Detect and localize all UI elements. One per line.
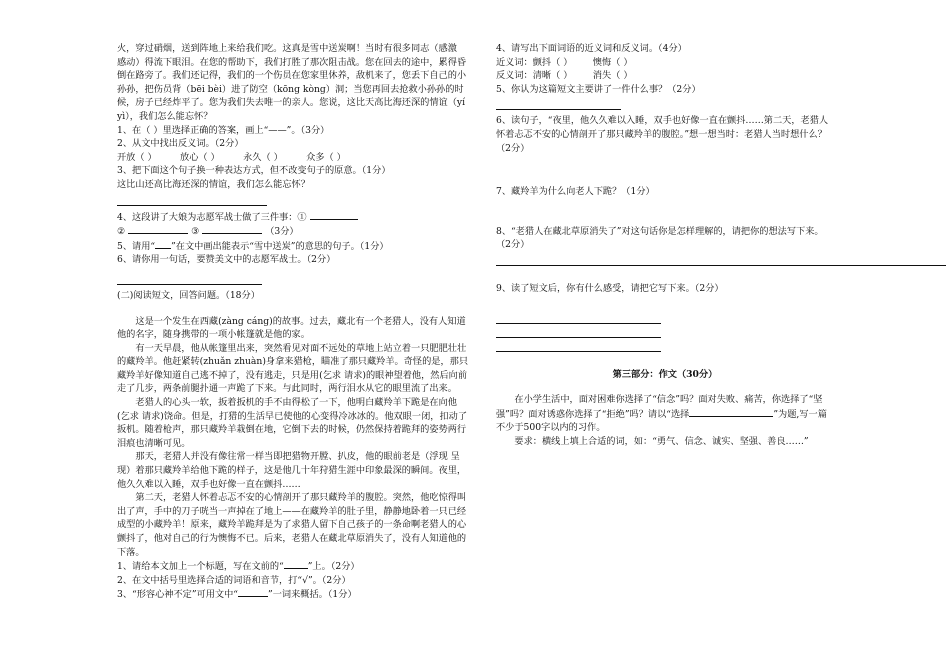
story-question-8: 8、“老猎人在藏北草原消失了”对这句话你是怎样理解的，请把你的想法写下来。（2分） bbox=[496, 225, 824, 251]
question-4: 4、这段讲了大娘为志愿军战士做了三件事：① bbox=[117, 210, 469, 225]
question-3-sentence: 这比山还高比海还深的情谊，我们怎么能忘怀？ bbox=[117, 178, 310, 190]
story-paragraph-2: 有一天早晨，他从帐篷里出来，突然看见对面不远处的草地上站立着一只肥肥壮壮的藏羚羊。他赶紧转(zhuǎn zhuàn)身拿来猎枪，瞄准了那只藏羚羊。奇怪的是，那只藏羚羊好像知道自己逃不掉了，没有逃走，只是用(乞求 请求)的眼神望着他，然后向前走了几步，两条前腿扑通一声跪了下来。与此同时，两行泪水从它的眼里流了出来。 bbox=[117, 342, 469, 395]
story-question-1: 1、请给本文加上一个标题，写在文前的“ ”上。（2分） bbox=[117, 561, 360, 573]
section-2-heading: (二)阅读短文，回答问题。（18分） bbox=[117, 289, 260, 301]
answer-line[interactable] bbox=[496, 314, 661, 324]
composition-requirement: 要求：横线上填上合适的词，如：“勇气、信念、诚实、坚强、善良……” bbox=[514, 435, 809, 447]
left-column bbox=[117, 42, 469, 602]
answer-blank[interactable] bbox=[238, 587, 268, 597]
story-question-2: 2、在文中括号里选择合适的词语和音节，打“√”。（2分） bbox=[117, 574, 351, 586]
answer-line[interactable] bbox=[496, 100, 621, 110]
story-question-4: 4、请写出下面词语的近义词和反义词。（4分） bbox=[496, 43, 687, 54]
antonym-row-2: 反义词：清晰（ ） 消失（ ） bbox=[496, 70, 633, 82]
story-question-9: 9、读了短文后，你有什么感受，请把它写下来。（2分） bbox=[496, 282, 724, 294]
synonym-row: 近义词：颤抖（ ） 懊悔（ ） bbox=[496, 56, 633, 68]
question-1: 1、在（ ）里选择正确的答案，画上“——”。（3分） bbox=[117, 124, 330, 136]
story-question-3: 3、“形容心神不定”可用文中“ ”一词来概括。（1分） bbox=[117, 589, 357, 601]
antonym-3: 永久（ ） bbox=[243, 151, 283, 163]
story-paragraph-5: 第二天，老猎人怀着忐忑不安的心情剖开了那只藏羚羊的腹腔。突然，他吃惊得叫出了声，手中的刀子咣当一声掉在了地上——在藏羚羊的肚子里，静静地卧着一只已经成型的小藏羚羊！原来，藏羚羊跪拜是为了求猎人留下自己孩子的一条命啊老猎人的心颤抖了，他对自己的行为懊悔不已。后来，老猎人在藏北草原消失了，没有人知道他的下落。 bbox=[117, 492, 467, 558]
antonym-row bbox=[117, 151, 469, 165]
answer-blank[interactable] bbox=[155, 239, 171, 249]
composition-title-blank[interactable] bbox=[689, 407, 773, 417]
question-5: 5、请用“ ”在文中画出能表示“雪中送炭”的意思的句子。（1分） bbox=[117, 240, 389, 252]
question-3: 3、把下面这个句子换一种表达方式，但不改变句子的原意。（1分） bbox=[117, 165, 391, 177]
story-paragraph-4: 那天，老猎人并没有像往常一样当即把猎物开膛、扒皮，他的眼前老是（浮现 呈现）着那只藏羚羊给他下跪的样子，这是他几十年狩猎生涯中印象最深的瞬间。夜里，他久久难以入睡，双手也好像一直在颤抖…… bbox=[117, 451, 467, 490]
answer-blank[interactable] bbox=[202, 224, 262, 234]
passage-paragraph-1: 火，穿过硝烟，送到阵地上来给我们吃。这真是雪中送炭啊！当时有很多同志（感激 感动）得流下眼泪。在您的帮助下，我们打胜了那次阻击战。您在回去的途中，累得昏倒在路旁了。我们还记得，我们的一个伤员在您家里休养，敌机来了，您丢下自己的小孙孙，把伤员背（bēi bèi）进了防空（kōng kòng）洞；当您再回去抢救小孙孙的时候，房子已经炸平了。您为我们失去唯一的亲人。您说，这比天高比海还深的情谊（yí yì），我们怎么能忘怀？ bbox=[117, 43, 467, 122]
antonym-1: 开放（ ） bbox=[117, 151, 157, 163]
question-4-continued: ② ③ （3分） bbox=[117, 226, 299, 238]
story-paragraph-1: 这是一个发生在西藏(zàng cáng)的故事。过去，藏北有一个老猎人，没有人知道他的名字，随身携带的一项小帐篷就是他的家。 bbox=[117, 315, 466, 341]
answer-blank[interactable] bbox=[128, 224, 188, 234]
answer-line[interactable] bbox=[117, 196, 267, 206]
question-2: 2、从文中找出反义词。（2分） bbox=[117, 138, 244, 150]
answer-blank[interactable] bbox=[310, 210, 358, 220]
title-blank[interactable] bbox=[284, 559, 308, 569]
story-paragraph-3: 老猎人的心头一软，扳着扳机的手不由得松了一下，他明白藏羚羊下跪是在向他(乞求 请求)饶命。但是，打猎的生活早已使他的心变得冷冰冰的。他双眼一闭，扣动了扳机。随着枪声，那只藏羚羊栽倒在地，它倒下去的时候，仍然保持着跪拜的姿势两行泪痕也清晰可见。 bbox=[117, 397, 468, 449]
answer-line[interactable] bbox=[117, 275, 262, 285]
part-3-heading: 第三部分：作文（30分） bbox=[612, 368, 718, 380]
story-question-5: 5、你认为这篇短文主要讲了一件什么事？（2分） bbox=[496, 83, 701, 95]
antonym-2: 放心（ ） bbox=[180, 151, 220, 163]
right-column bbox=[496, 42, 834, 449]
story-question-7: 7、藏羚羊为什么向老人下跪？（1分） bbox=[496, 186, 655, 198]
answer-line[interactable] bbox=[496, 342, 661, 352]
answer-line-wide[interactable] bbox=[496, 256, 946, 266]
antonym-4: 众多（ ） bbox=[306, 151, 346, 163]
question-6: 6、请你用一句话，要赞美文中的志愿军战士。（2分） bbox=[117, 254, 336, 266]
story-question-6: 6、读句子，“夜里，他久久难以入睡，双手也好像一直在颤抖……第二天，老猎人怀着忐忑不安的心情剖开了那只藏羚羊的腹腔。”想一想当时：老猎人当时想什么？（2分） bbox=[496, 115, 829, 154]
composition-prompt: 在小学生活中，面对困难你选择了“信念”吗？面对失败、痛苦，你选择了“坚强”吗？面对诱惑你选择了“拒绝”吗？请以“选择 ”为题,写一篇不少于500字以内的习作。 bbox=[496, 394, 827, 434]
answer-line[interactable] bbox=[496, 328, 661, 338]
